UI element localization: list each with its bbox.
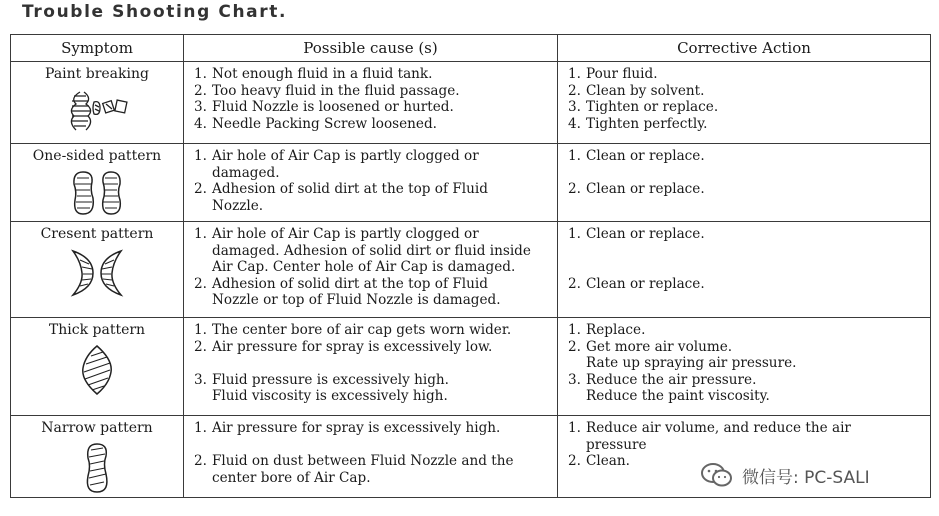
action-number: 4. — [568, 115, 581, 132]
action-line: Get more air volume. — [586, 338, 733, 355]
action-text — [586, 116, 924, 133]
symptom-name: One-sided pattern — [32, 148, 162, 164]
cause-item — [194, 322, 551, 339]
cause-item — [194, 148, 551, 181]
action-line: Clean. — [586, 453, 630, 470]
symptom-name: Cresent pattern — [40, 226, 154, 242]
spacer — [194, 355, 551, 372]
action-number: 3. — [568, 99, 581, 116]
cause-text — [212, 66, 551, 83]
action-item — [568, 226, 924, 243]
cause-number: 4. — [194, 115, 207, 132]
action-number: 2. — [568, 275, 581, 292]
cause-line: Air pressure for spray is excessively high. — [212, 420, 501, 436]
narrow-pattern-icon — [11, 442, 183, 494]
action-text — [586, 181, 924, 198]
watermark-text: 微信号: PC-SALI — [742, 467, 870, 488]
cause-text — [212, 116, 551, 133]
action-number: 2. — [568, 453, 581, 470]
cause-number: 1. — [194, 420, 207, 436]
cause-line: Air Cap. Center hole of Air Cap is damaged. — [212, 259, 516, 276]
cause-line: Air hole of Air Cap is partly clogged or — [212, 148, 479, 164]
action-item — [568, 339, 924, 372]
cause-text — [212, 99, 551, 116]
action-item — [568, 276, 924, 293]
cause-text — [212, 148, 551, 181]
spacer — [568, 243, 924, 260]
cause-item — [194, 99, 551, 116]
symptom-name: Narrow pattern — [41, 420, 153, 436]
cause-line: Nozzle. — [212, 197, 264, 214]
action-cell — [558, 144, 931, 222]
action-item — [568, 116, 924, 133]
header-corrective-action: Corrective Action — [558, 35, 931, 62]
cause-cell — [184, 144, 558, 222]
cause-item — [194, 453, 551, 486]
action-number: 1. — [568, 66, 581, 82]
action-line: Clean by solvent. — [586, 82, 705, 99]
chart-title: Trouble Shooting Chart. — [22, 2, 288, 22]
cause-text — [212, 453, 551, 486]
action-line: pressure — [586, 436, 647, 453]
action-number: 2. — [568, 82, 581, 99]
action-text — [586, 339, 924, 372]
spacer — [194, 437, 551, 454]
cause-number: 1. — [194, 148, 207, 164]
cause-number: 2. — [194, 181, 207, 198]
cause-cell — [184, 62, 558, 144]
cause-line: Fluid pressure is excessively high. — [212, 371, 449, 388]
paint-breaking-spray-icon — [11, 88, 183, 134]
action-line: Replace. — [586, 322, 646, 338]
cause-line: Adhesion of solid dirt at the top of Fluid — [212, 275, 488, 292]
cause-text — [212, 83, 551, 100]
cause-item — [194, 339, 551, 356]
cause-item — [194, 116, 551, 133]
action-text — [586, 372, 924, 405]
action-text — [586, 99, 924, 116]
cause-number: 1. — [194, 322, 207, 338]
action-line: Reduce the paint viscosity. — [586, 388, 770, 405]
cause-line: damaged. Adhesion of solid dirt or fluid inside — [212, 242, 531, 259]
action-cell — [558, 318, 931, 416]
cause-number: 2. — [194, 82, 207, 99]
action-line: Clean or replace. — [586, 148, 705, 164]
action-text — [586, 148, 924, 165]
cause-line: Adhesion of solid dirt at the top of Fluid — [212, 181, 488, 198]
cause-number: 3. — [194, 371, 207, 388]
action-line: Rate up spraying air pressure. — [586, 355, 797, 372]
cause-line: Fluid Nozzle is loosened or hurted. — [212, 99, 454, 116]
symptom-cell — [11, 144, 184, 222]
cause-item — [194, 66, 551, 83]
cause-line: Fluid on dust between Fluid Nozzle and the — [212, 453, 514, 470]
action-number: 1. — [568, 148, 581, 164]
action-line: Clean or replace. — [586, 181, 705, 198]
symptom-cell — [11, 318, 184, 416]
action-item — [568, 181, 924, 198]
action-line: Reduce the air pressure. — [586, 371, 757, 388]
cause-line: Nozzle or top of Fluid Nozzle is damaged. — [212, 292, 501, 309]
cause-line: The center bore of air cap gets worn wider. — [212, 322, 512, 338]
cause-item — [194, 372, 551, 405]
action-text — [586, 322, 924, 339]
cause-text — [212, 181, 551, 214]
action-item — [568, 420, 924, 453]
symptom-name: Thick pattern — [48, 322, 146, 338]
symptom-cell — [11, 62, 184, 144]
thick-pattern-icon — [11, 344, 183, 396]
table-row — [11, 62, 931, 144]
action-number: 1. — [568, 226, 581, 242]
cause-number: 3. — [194, 99, 207, 116]
cause-text — [212, 322, 551, 339]
action-item — [568, 148, 924, 165]
action-text — [586, 276, 924, 293]
cause-line: damaged. — [212, 164, 280, 181]
action-line: Clean or replace. — [586, 226, 705, 242]
symptom-cell — [11, 222, 184, 318]
cause-item — [194, 226, 551, 276]
symptom-name: Paint breaking — [45, 66, 149, 82]
cause-cell — [184, 222, 558, 318]
wechat-icon — [700, 462, 734, 488]
action-cell — [558, 222, 931, 318]
action-item — [568, 83, 924, 100]
cause-number: 2. — [194, 338, 207, 355]
action-line: Tighten perfectly. — [586, 115, 708, 132]
action-line: Pour fluid. — [586, 66, 658, 82]
header-symptom: Symptom — [11, 35, 184, 62]
action-text — [586, 66, 924, 83]
action-item — [568, 66, 924, 83]
one-sided-pattern-icon — [11, 170, 183, 216]
cause-number: 2. — [194, 453, 207, 470]
action-number: 1. — [568, 420, 581, 436]
cause-item — [194, 83, 551, 100]
cause-item — [194, 276, 551, 309]
spacer — [568, 259, 924, 276]
cause-line: Too heavy fluid in the fluid passage. — [212, 82, 460, 99]
cause-line: Air hole of Air Cap is partly clogged or — [212, 226, 479, 242]
action-line: Reduce air volume, and reduce the air — [586, 420, 851, 436]
symptom-cell — [11, 416, 184, 498]
action-number: 2. — [568, 181, 581, 198]
cause-line: Needle Packing Screw loosened. — [212, 115, 438, 132]
action-text — [586, 420, 924, 453]
cause-line: Air pressure for spray is excessively low. — [212, 338, 493, 355]
header-possible-cause: Possible cause (s) — [184, 35, 558, 62]
cause-cell — [184, 416, 558, 498]
troubleshooting-table — [10, 34, 931, 498]
table-row — [11, 144, 931, 222]
cause-number: 1. — [194, 226, 207, 242]
cause-number: 1. — [194, 66, 207, 82]
action-item — [568, 99, 924, 116]
cause-line: Not enough fluid in a fluid tank. — [212, 66, 433, 82]
action-line: Tighten or replace. — [586, 99, 719, 116]
action-item — [568, 372, 924, 405]
cause-cell — [184, 318, 558, 416]
cause-text — [212, 372, 551, 405]
action-cell — [558, 62, 931, 144]
crescent-pattern-icon — [11, 248, 183, 298]
header-row — [11, 35, 931, 62]
cause-number: 2. — [194, 275, 207, 292]
cause-item — [194, 181, 551, 214]
watermark — [700, 462, 870, 488]
cause-text — [212, 276, 551, 309]
action-line: Clean or replace. — [586, 275, 705, 292]
action-text — [586, 83, 924, 100]
action-number: 3. — [568, 371, 581, 388]
table-row — [11, 318, 931, 416]
action-number: 2. — [568, 338, 581, 355]
cause-line: center bore of Air Cap. — [212, 469, 371, 486]
spacer — [568, 165, 924, 182]
cause-line: Fluid viscosity is excessively high. — [212, 388, 448, 405]
action-number: 1. — [568, 322, 581, 338]
cause-text — [212, 339, 551, 356]
action-item — [568, 322, 924, 339]
cause-text — [212, 226, 551, 276]
cause-item — [194, 420, 551, 437]
action-text — [586, 226, 924, 243]
table-row — [11, 222, 931, 318]
cause-text — [212, 420, 551, 437]
